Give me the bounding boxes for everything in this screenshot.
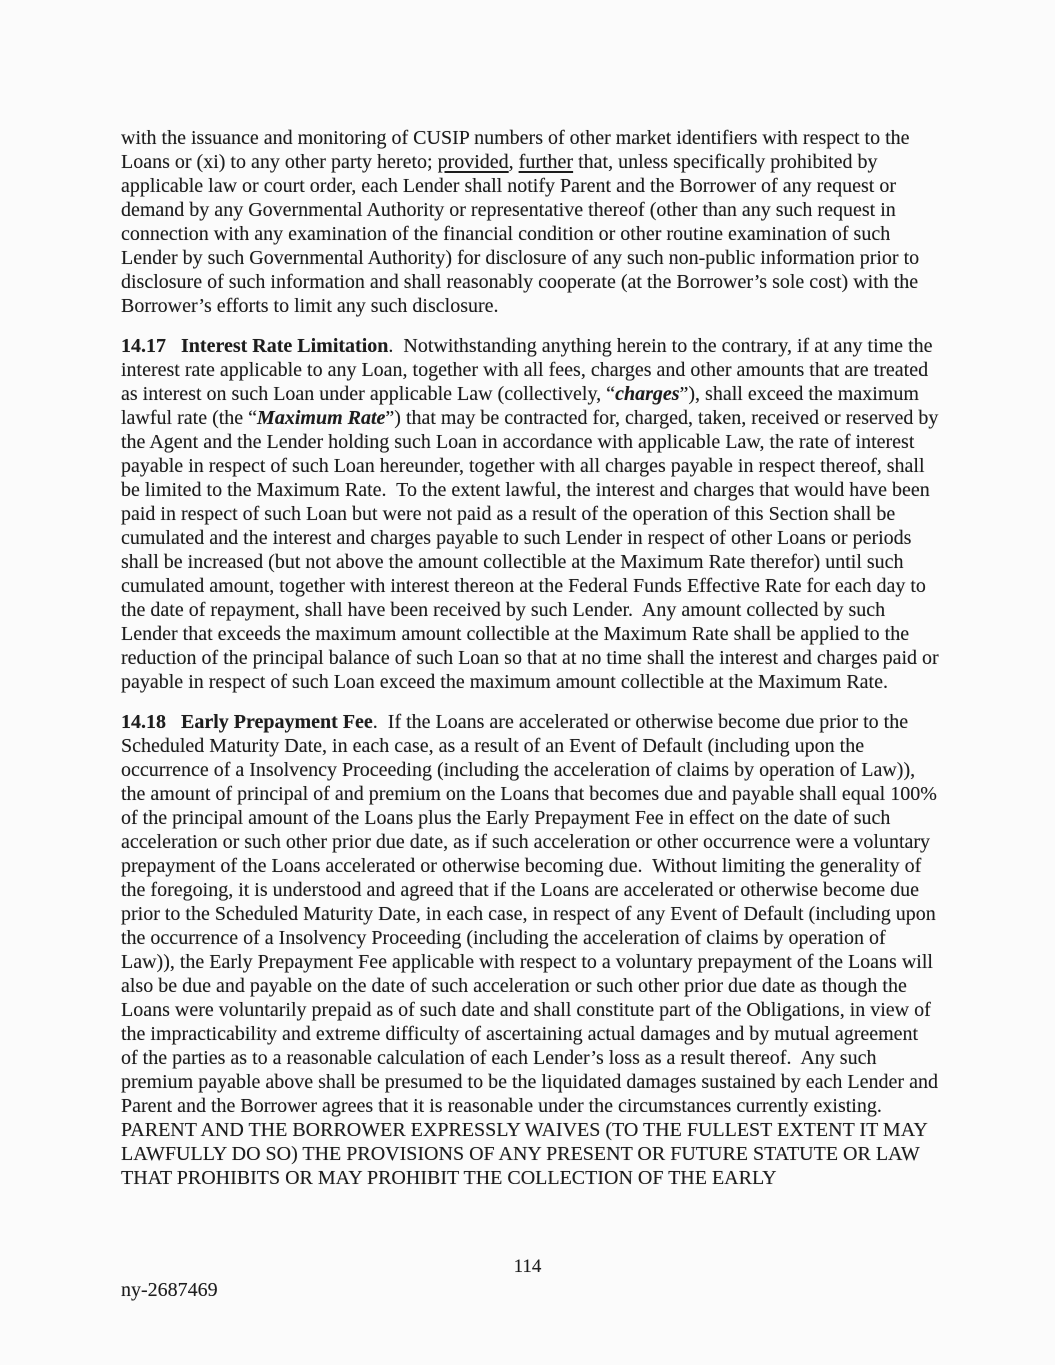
text-run: , — [508, 151, 519, 173]
page-number: 114 — [513, 1256, 542, 1277]
text-run: . If the Loans are accelerated or otherwise become due prior to the Scheduled Maturity Date, in each case, as a result of an Event of Default (including upon the occurrence of a Insolvency Proceeding (including the acceleration of claims by operation of Law)), the amount of principal of and premium on the Loans that becomes due and payable shall equal 100% of the principal amount of the Loans plus the Early Prepayment Fee in effect on the date of such acceleration or such other prior due date, as if such acceleration or other occurrence were a voluntary prepayment of the Loans accelerated or otherwise becoming due. Without limiting the generality of the foregoing, it is understood and agreed that if the Loans are accelerated or otherwise become due prior to the Scheduled Maturity Date, in each case, in respect of any Event of Default (including upon the occurrence of a Insolvency Proceeding (including the acceleration of claims by operation of Law)), the Early Prepayment Fee applicable with respect to a voluntary prepayment of the Loans will also be due and payable on the date of such acceleration or such other prior due date as though the Loans were voluntarily prepaid as of such date and shall constitute part of the Obligations, in view of the impracticability and extreme difficulty of ascertaining actual damages and by mutual agreement of the parties as to a reasonable calculation of each Lender’s loss as a result thereof. Any such premium payable above shall be presumed to be the liquidated damages sustained by each Lender and Parent and the Borrower agrees that it is reasonable under the circumstances currently existing. PARENT AND THE BORROWER EXPRESSLY WAIVES (TO THE FULLEST EXTENT IT MAY LAWFULLY DO SO) THE PROVISIONS OF ANY PRESENT OR FUTURE STATUTE OR LAW THAT PROHIBITS OR MAY PROHIBIT THE COLLECTION OF THE EARLY — [121, 711, 938, 1189]
text-run: that, unless specifically prohibited by applicable law or court order, each Lender shall notify Parent and the Borrower of any request or demand by any Governmental Authority or representative thereof (other than any such request in connection with any examination of the financial condition or other routine examination of such Lender by such Governmental Authority) for disclosure of any such non-public information prior to disclosure of such information and shall reasonably cooperate (at the Borrower’s sole cost) with the Borrower’s efforts to limit any such disclosure. — [121, 151, 920, 317]
text-run-b: 14.18 Early Prepayment Fee — [121, 711, 373, 733]
text-run-bi: charges — [615, 383, 680, 405]
text-run: with the issuance and monitoring of CUSIP numbers of other market identifiers with respect to the Loans or (xi) to any other party hereto; — [121, 127, 910, 173]
text-run-u: further — [518, 151, 574, 173]
text-run-u: provided — [437, 151, 509, 173]
text-run: ”) that may be contracted for, charged, taken, received or reserved by the Agent and the Lender holding such Loan in accordance with applicable Law, the rate of interest payable in respect of such Loan hereunder, together with all charges payable in respect thereof, shall be limited to the Maximum Rate. To the extent lawful, the interest and charges that would have been paid in respect of such Loan but were not paid as a result of the operation of this Section shall be cumulated and the interest and charges payable to such Lender in respect of other Loans or periods shall be increased (but not above the amount collectible at the Maximum Rate therefor) until such cumulated amount, together with interest thereon at the Federal Funds Effective Rate for each day to the date of repayment, shall have been received by such Lender. Any amount collected by such Lender that exceeds the maximum amount collectible at the Maximum Rate shall be applied to the reduction of the principal balance of such Loan so that at no time shall the interest and charges paid or payable in respect of such Loan exceed the maximum amount collectible at the Maximum Rate. — [121, 407, 939, 693]
paragraph-disclosure-continuation — [121, 126, 939, 318]
text-run-b: 14.17 Interest Rate Limitation — [121, 335, 389, 357]
document-body — [121, 126, 939, 1190]
section-14-18-early-prepayment-fee — [121, 710, 939, 1190]
text-run: . Notwithstanding anything herein to the contrary, if at any time the interest rate applicable to any Loan, together with all fees, charges and other amounts that are treated as interest on such Loan under applicable Law (collectively, “ — [121, 335, 933, 405]
document-id-footer: ny-2687469 — [121, 1279, 218, 1301]
section-14-17-interest-rate-limitation — [121, 334, 939, 694]
text-run-bi: Maximum Rate — [257, 407, 386, 429]
text-run: ”), shall exceed the maximum lawful rate (the “ — [121, 383, 919, 429]
